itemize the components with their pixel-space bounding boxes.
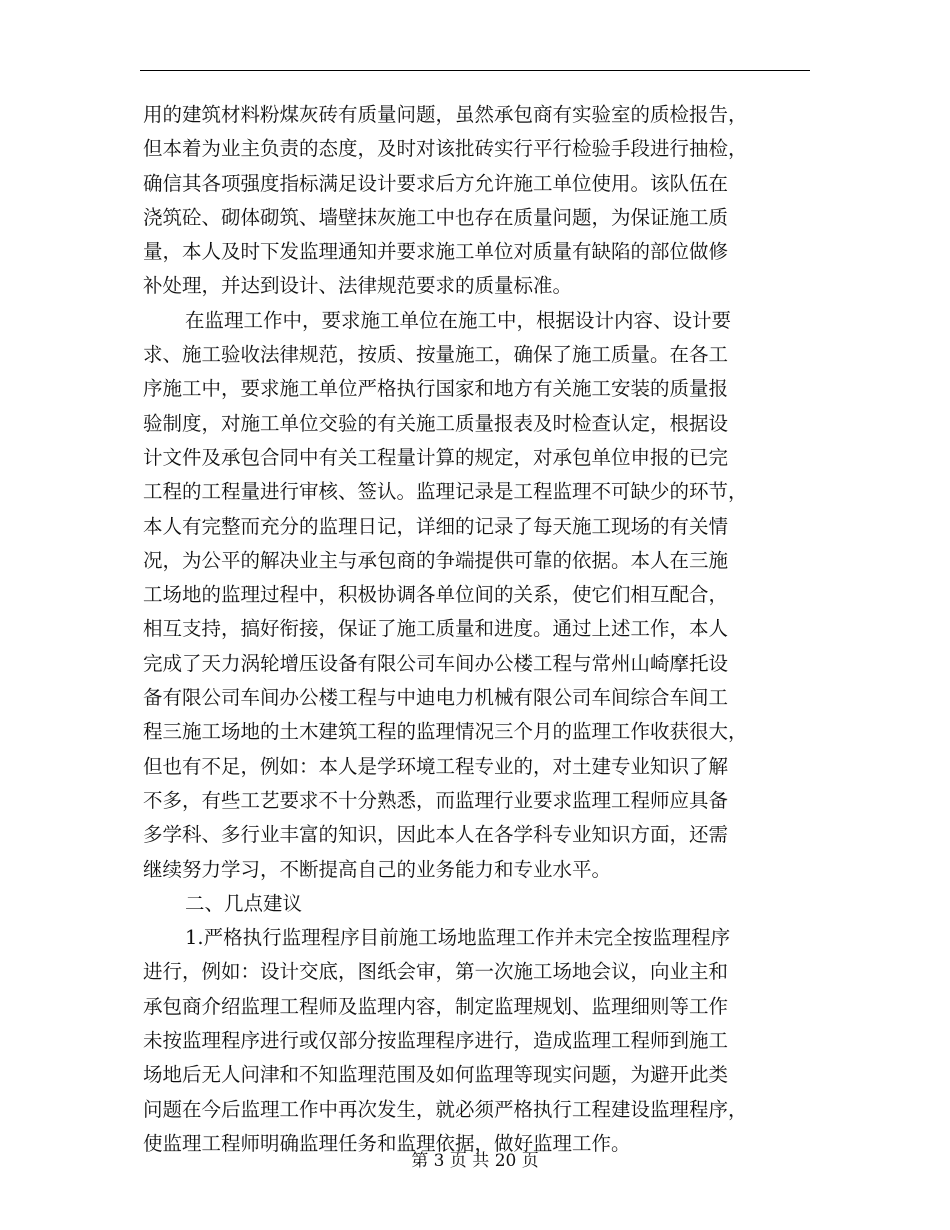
text-line: 补处理，并达到设计、法律规范要求的质量标准。 <box>143 274 573 298</box>
text-line: 不多，有些工艺要求不十分熟悉，而监理行业要求监理工程师应具备 <box>143 788 729 812</box>
text-line: 本人有完整而充分的监理日记，详细的记录了每天施工现场的有关情 <box>143 514 729 538</box>
text-line: 序施工中，要求施工单位严格执行国家和地方有关施工安装的质量报 <box>143 377 729 401</box>
text-line: 确信其各项强度指标满足设计要求后方允许施工单位使用。该队伍在 <box>143 171 729 195</box>
footer-prefix: 第 <box>411 1151 429 1171</box>
footer-suffix: 页 <box>521 1151 539 1171</box>
text-line: 完成了天力涡轮增压设备有限公司车间办公楼工程与常州山崎摩托设 <box>143 651 729 675</box>
text-line: 但也有不足，例如：本人是学环境工程专业的，对土建专业知识了解 <box>143 754 729 778</box>
footer-page-number: 3 <box>433 1151 445 1171</box>
header-rule <box>140 70 810 71</box>
text-line: 未按监理程序进行或仅部分按监理程序进行，造成监理工程师到施工 <box>143 1029 729 1053</box>
footer-middle: 页 共 <box>449 1151 490 1171</box>
text-line: 场地后无人问津和不知监理范围及如何监理等现实问题，为避开此类 <box>143 1063 729 1087</box>
text-line: 问题在今后监理工作中再次发生，就必须严格执行工程建设监理程序， <box>143 1097 748 1121</box>
text-line: 在监理工作中，要求施工单位在施工中，根据设计内容、设计要 <box>185 308 732 332</box>
text-line: 相互支持，搞好衔接，保证了施工质量和进度。通过上述工作，本人 <box>143 617 729 641</box>
text-line: 量，本人及时下发监理通知并要求施工单位对质量有缺陷的部位做修 <box>143 240 729 264</box>
text-line: 工程的工程量进行审核、签认。监理记录是工程监理不可缺少的环节， <box>143 480 748 504</box>
text-line: 承包商介绍监理工程师及监理内容，制定监理规划、监理细则等工作 <box>143 994 729 1018</box>
text-line: 备有限公司车间办公楼工程与中迪电力机械有限公司车间综合车间工 <box>143 686 729 710</box>
text-line: 继续努力学习，不断提高自己的业务能力和专业水平。 <box>143 857 612 881</box>
text-line: 计文件及承包合同中有关工程量计算的规定，对承包单位申报的已完 <box>143 445 729 469</box>
text-line: 多学科、多行业丰富的知识，因此本人在各学科专业知识方面，还需 <box>143 823 729 847</box>
text-line: 1.严格执行监理程序目前施工场地监理工作并未完全按监理程序 <box>185 926 731 950</box>
document-body <box>143 98 815 1161</box>
text-line: 验制度，对施工单位交验的有关施工质量报表及时检查认定，根据设 <box>143 411 729 435</box>
text-line: 工场地的监理过程中，积极协调各单位间的关系，使它们相互配合， <box>143 583 729 607</box>
text-line: 用的建筑材料粉煤灰砖有质量问题，虽然承包商有实验室的质检报告， <box>143 103 748 126</box>
text-line: 但本着为业主负责的态度，及时对该批砖实行平行检验手段进行抽检， <box>143 137 748 161</box>
text-line: 使监理工程师明确监理任务和监理依据，做好监理工作。 <box>143 1131 631 1155</box>
text-line: 求、施工验收法律规范，按质、按量施工，确保了施工质量。在各工 <box>143 343 729 367</box>
text-line: 程三施工场地的土木建筑工程的监理情况三个月的监理工作收获很大， <box>143 720 748 744</box>
page-footer <box>0 1150 950 1172</box>
text-line: 况，为公平的解决业主与承包商的争端提供可靠的依据。本人在三施 <box>143 548 729 572</box>
text-line: 二、几点建议 <box>185 891 303 915</box>
footer-total-pages: 20 <box>494 1151 517 1171</box>
text-line: 浇筑砼、砌体砌筑、墙壁抹灰施工中也存在质量问题，为保证施工质 <box>143 205 729 229</box>
text-line: 进行，例如：设计交底，图纸会审，第一次施工场地会议，向业主和 <box>143 960 729 984</box>
